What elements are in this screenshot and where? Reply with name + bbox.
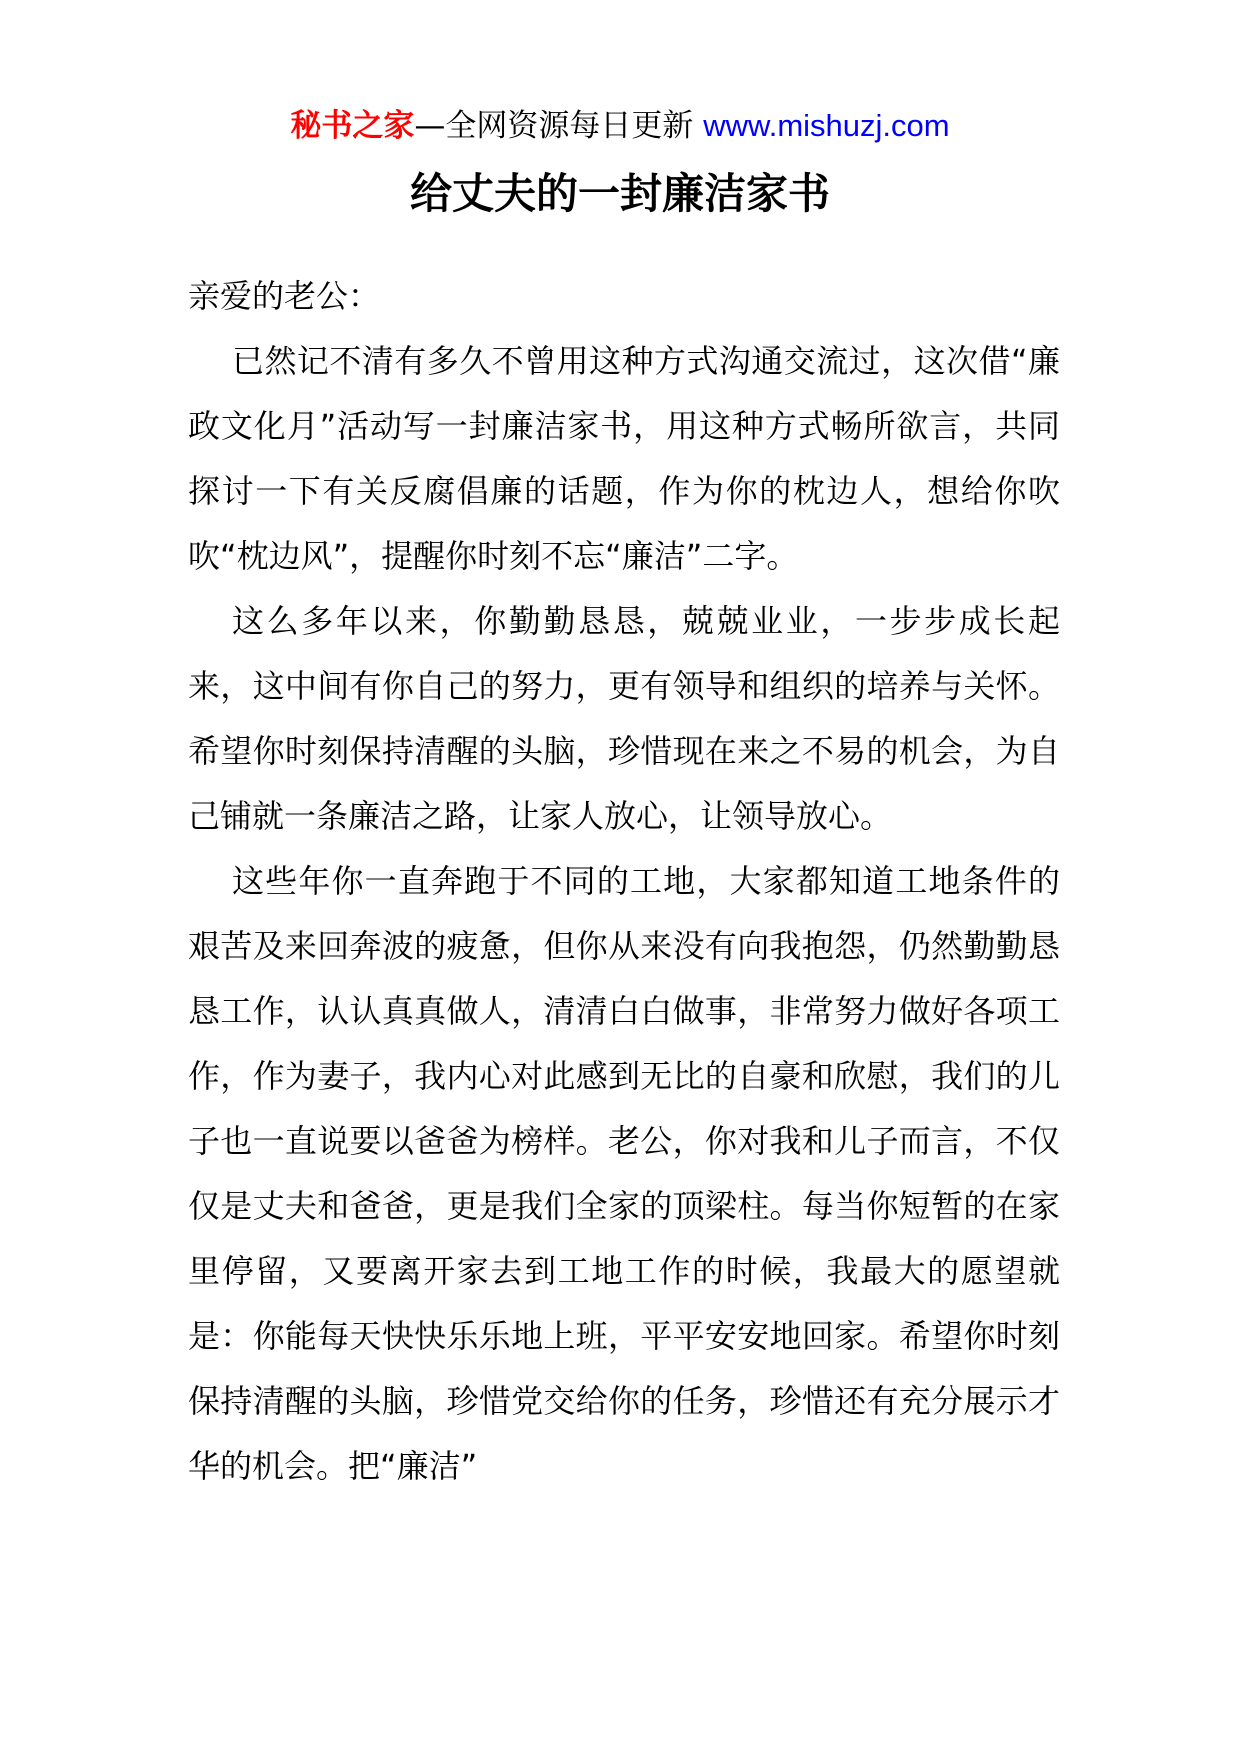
site-tagline: —全网资源每日更新 — [414, 108, 694, 144]
letter-paragraph: 这么多年以来，你勤勤恳恳，兢兢业业，一步步成长起来，这中间有你自己的努力，更有领导和组织的培养与关怀。希望你时刻保持清醒的头脑，珍惜现在来之不易的机会，为自己铺就一条廉洁之路，让家人放心，让领导放心。 — [188, 602, 1060, 835]
site-url-link[interactable]: www.mishuzj.com — [703, 108, 950, 143]
letter-body — [188, 264, 1060, 1499]
letter-paragraph: 已然记不清有多久不曾用这种方式沟通交流过，这次借“廉政文化月”活动写一封廉洁家书，用这种方式畅所欲言，共同探讨一下有关反腐倡廉的话题，作为你的枕边人，想给你吹吹“枕边风”，提醒你时刻不忘“廉洁”二字。 — [188, 342, 1060, 575]
letter-salutation: 亲爱的老公： — [188, 277, 381, 315]
site-header — [0, 98, 1240, 154]
site-brand: 秘书之家 — [290, 108, 415, 144]
letter-paragraph: 这些年你一直奔跑于不同的工地，大家都知道工地条件的艰苦及来回奔波的疲惫，但你从来没有向我抱怨，仍然勤勤恳恳工作，认认真真做人，清清白白做事，非常努力做好各项工作，作为妻子，我内心对此感到无比的自豪和欣慰，我们的儿子也一直说要以爸爸为榜样。老公，你对我和儿子而言，不仅仅是丈夫和爸爸，更是我们全家的顶梁柱。每当你短暂的在家里停留，又要离开家去到工地工作的时候，我最大的愿望就是：你能每天快快乐乐地上班，平平安安地回家。希望你时刻保持清醒的头脑，珍惜党交给你的任务，珍惜还有充分展示才华的机会。把“廉洁” — [188, 862, 1060, 1485]
page-title: 给丈夫的一封廉洁家书 — [409, 169, 830, 218]
